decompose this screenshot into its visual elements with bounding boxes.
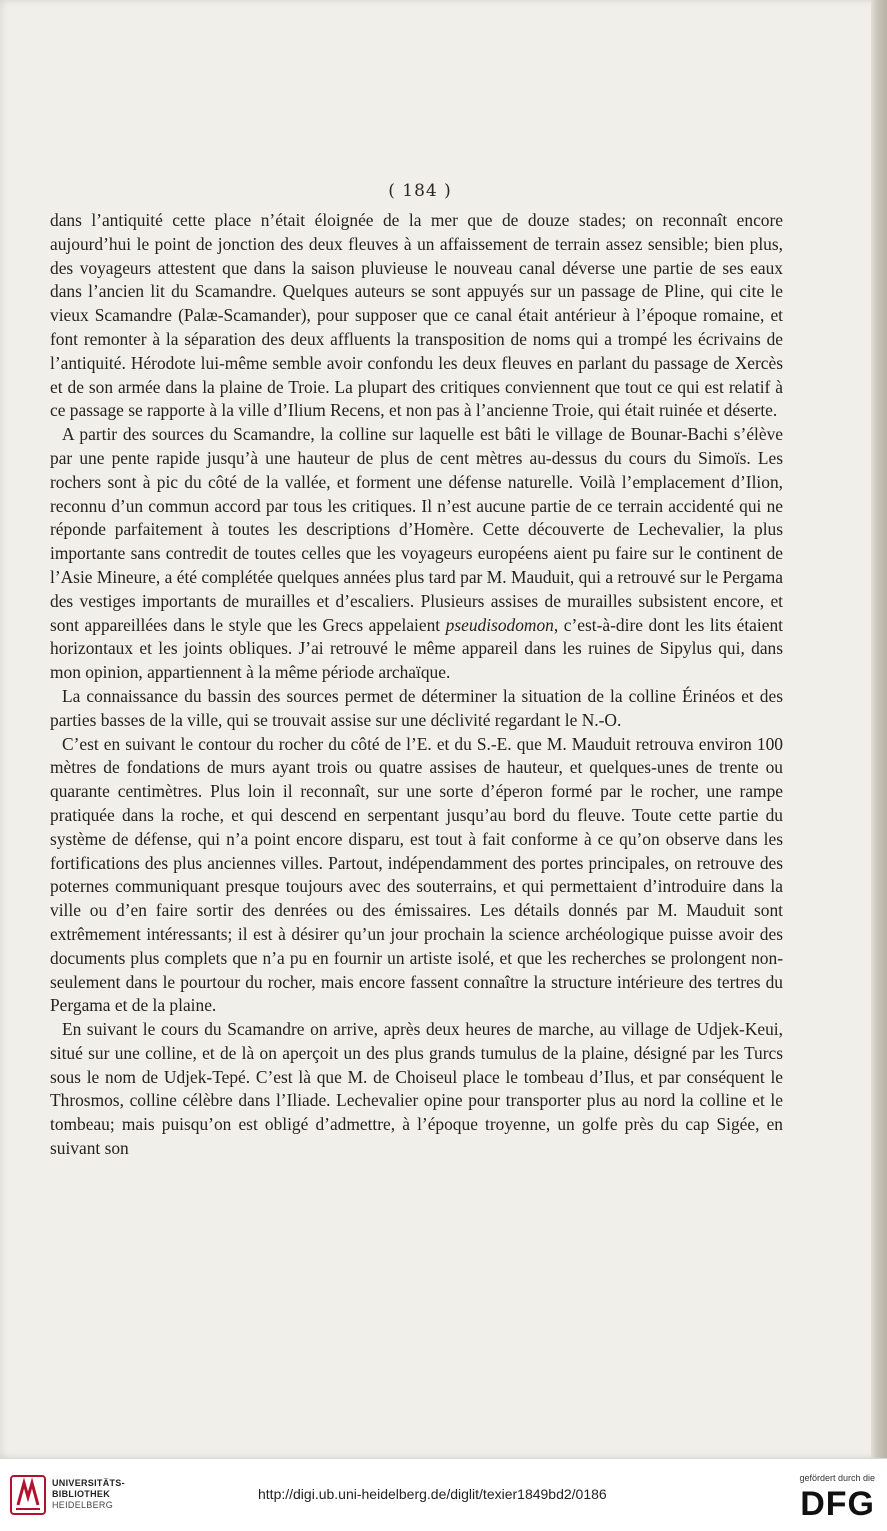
library-name[interactable] [52,1478,125,1511]
dfg-logo[interactable]: DFG [800,1485,875,1523]
library-line-2: BIBLIOTHEK [52,1489,110,1499]
italic-term: pseudisodomon [445,614,554,635]
university-seal-icon[interactable] [10,1475,46,1515]
paragraph-1: dans l’antiquité cette place n’était éloignée de la mer que de douze stades; on reconnaît encore aujourd’hui le point de jonction des deux fleuves à un affaissement de terrain assez sensible; bien plus, des voyageurs attestent que dans la saison pluvieuse le nouveau canal déverse une partie de ses eaux dans l’ancien lit du Scamandre. Quelques auteurs se sont appuyés sur un passage de Pline, qui cite le vieux Scamandre (Palæ-Scamander), pour supposer que ce canal était antérieur à l’époque romaine, et font remonter à la séparation des deux affluents la transposition de noms qui a trompé les écrivains de l’antiquité. Hérodote lui-même semble avoir confondu les deux fleuves en parlant du passage de Xercès et de son armée dans la plaine de Troie. La plupart des critiques conviennent que tout ce qui est relatif à ce passage se rapporte à la ville d’Ilium Recens, et non pas à l’ancienne Troie, qui était ruinée et déserte. [50,210,783,421]
footer-bar [0,1458,887,1531]
paragraph-4: C’est en suivant le contour du rocher du côté de l’E. et du S.-E. que M. Mauduit retrouva environ 100 mètres de fondations de murs ayant trois ou quatre assises de hauteur, et quelques-unes de trente ou quarante centimètres. Plus loin il reconnaît, sur une sorte d’éperon formé par le rocher, une rampe pratiquée dans la roche, et qui descend en serpentant jusqu’au bord du fleuve. Toute cette partie du système de défense, qui n’a point encore disparu, est tout à fait conforme à ce qu’on observe dans les fortifications des plus anciennes villes. Partout, indépendamment des portes principales, on retrouve des poternes communiquant presque toujours avec des souterrains, et qui permettaient d’introduire dans la ville ou d’en faire sortir des denrées ou des émissaires. Les détails donnés par M. Mauduit sont extrêmement intéressants; il est à désirer qu’un jour prochain la science archéologique puisse avoir des documents plus complets que n’a pu en fournir un artiste isolé, et que les recherches se prolongent non-seulement dans le pourtour du rocher, mais encore fassent connaître la structure intérieure des tertres du Pergama et de la plaine. [50,733,783,1016]
paragraph-5: En suivant le cours du Scamandre on arrive, après deux heures de marche, au village de Udjek-Keui, situé sur une colline, et de là on aperçoit un des plus grands tumulus de la plaine, désigné par les Turcs sous le nom de Udjek-Tepé. C’est là que M. de Choiseul place le tombeau d’Ilus, et par conséquent le Throsmos, colline célèbre dans l’Iliade. Lechevalier opine pour transporter plus au nord la colline et le tombeau; mais puisqu’on est obligé d’admettre, à l’époque troyenne, un golfe près du cap Sigée, en suivant son [50,1019,783,1159]
permalink-url[interactable]: http://digi.ub.uni-heidelberg.de/diglit/texier1849bd2/0186 [258,1486,607,1502]
paragraph-2-tail: , c’est-à-dire dont les lits étaient horizontaux et les joints obliques. J’ai retrouvé le même appareil dans les ruines de Sipylus qui, dans mon opinion, appartiennent à la même période archaïque. [50,614,783,683]
page-edge-shadow [871,0,887,1458]
library-line-3: HEIDELBERG [52,1500,114,1510]
paragraph-2 [50,423,783,685]
funded-by-label: gefördert durch die [799,1473,875,1483]
library-line-1: UNIVERSITÄTS- [52,1478,125,1488]
page-number: ( 184 ) [388,181,452,201]
paragraph-3: La connaissance du bassin des sources permet de déterminer la situation de la colline Érinéos et des parties basses de la ville, qui se trouvait assise sur une déclivité regardant le N.-O. [50,685,783,730]
paragraph-2-main: A partir des sources du Scamandre, la colline sur laquelle est bâti le village de Bounar-Bachi s’élève par une pente rapide jusqu’à une hauteur de plus de cent mètres au-dessus du cours du Simoïs. Les rochers sont à pic du côté de la vallée, et forment une défense naturelle. Voilà l’emplacement d’Ilion, reconnu d’un commun accord par tous les critiques. Il n’est aucune partie de ce terrain accidenté qui ne réponde parfaitement à toutes les descriptions d’Homère. Cette découverte de Lechevalier, la plus importante sans contredit de toutes celles que les voyageurs européens aient pu faire sur le continent de l’Asie Mineure, a été complétée quelques années plus tard par M. Mauduit, qui a retrouvé sur le Pergama des vestiges importants de murailles et d’escaliers. Plusieurs assises de murailles subsistent encore, et sont appareillées dans le style que les Grecs appelaient [50,424,783,635]
body-text [50,209,783,1161]
